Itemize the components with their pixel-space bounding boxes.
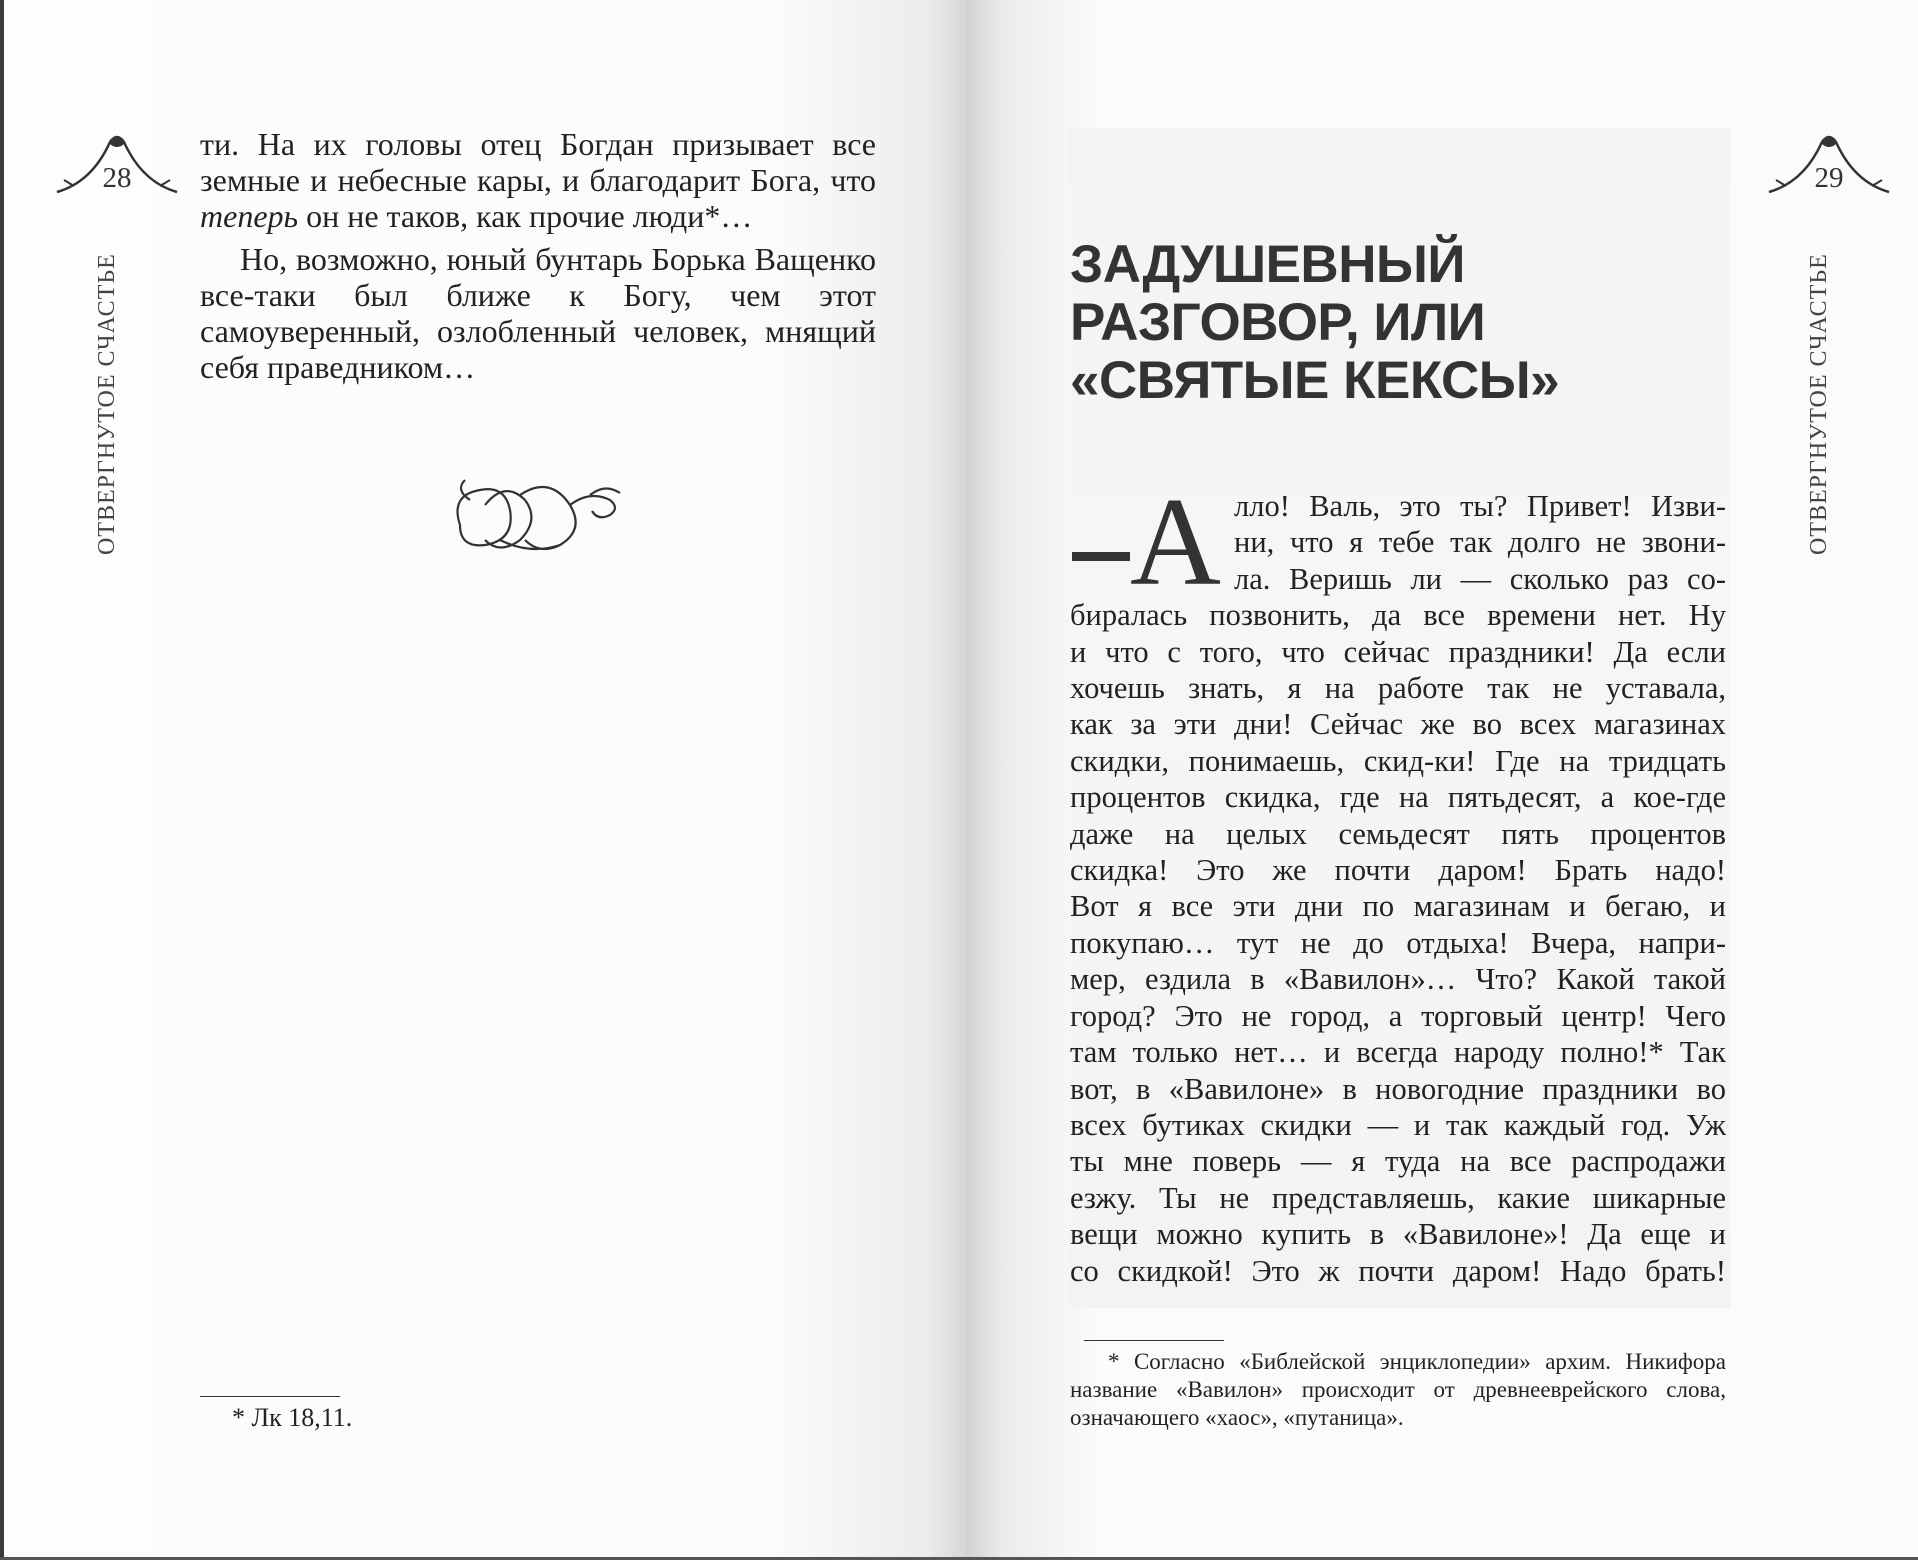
body-text: [1070, 473, 1726, 1289]
text-line: ни, что я тебе так долго не звони-: [1234, 525, 1726, 560]
text-line: как за эти дни! Сейчас же во всех магазинах: [1070, 707, 1726, 742]
text-line: хочешь знать, я на работе так не уставала,: [1070, 671, 1726, 706]
chapter-title-line: «СВЯТЫЕ КЕКСЫ»: [1070, 351, 1560, 410]
emphasis: теперь: [200, 198, 299, 235]
page-edge: [0, 0, 4, 1560]
text-line: ты мне поверь — я туда на все распродажи: [1070, 1144, 1726, 1179]
paragraph: Но, возможно, юный бунтарь Борька Ващенко все-таки был ближе к Богу, чем этот самоуверенный, озлобленный человек, мнящий себя праведником…: [200, 240, 876, 386]
footnote: * Согласно «Библейской энциклопедии» архим. Никифора название «Вавилон» происходит от древнееврейского слова, означающего «хаос», «путаница».: [1070, 1349, 1726, 1430]
running-head: ОТВЕРГНУТОЕ СЧАСТЬЕ: [94, 253, 120, 555]
paragraph: ти. На их головы отец Богдан призывает все земные и небесные кары, и благодарит Бога, что теперь он не таков, как прочие люди*…: [200, 126, 876, 235]
text-line: вот, в «Вавилоне» в новогодние праздники во: [1070, 1071, 1726, 1106]
footnote: * Лк 18,11.: [232, 1403, 353, 1432]
text-line: вещи можно купить в «Вавилоне»! Да еще и: [1070, 1217, 1726, 1252]
chapter-title: [1070, 236, 1559, 410]
page-number-ornament: [1764, 122, 1894, 202]
footnote-rule: [1084, 1340, 1224, 1341]
text-line: и что с того, что сейчас праздники! Да если: [1070, 634, 1726, 669]
page-number-ornament: [52, 122, 182, 202]
text-line: даже на целых семьдесят пять процентов: [1070, 816, 1726, 851]
text-line: всех бутиках скидки — и так каждый год. Уж: [1070, 1107, 1726, 1142]
text-line: со скидкой! Это ж почти даром! Надо брать!: [1070, 1253, 1726, 1288]
text-line: биралась позвонить, да все времени нет. Ну: [1070, 598, 1726, 633]
text-line: покупаю… тут не до отдыха! Вчера, напри-: [1070, 925, 1726, 960]
text-line: мер, ездила в «Вавилон»… Что? Какой такой: [1070, 962, 1726, 997]
text-line: скидка! Это же почти даром! Брать надо!: [1070, 853, 1726, 888]
text-line: процентов скидка, где на пятьдесят, а кое-где: [1070, 780, 1726, 815]
text-line: там только нет… и всегда народу полно!* Так: [1070, 1035, 1726, 1070]
fleuron-ornament-icon: [440, 465, 640, 570]
footnote-rule: [200, 1396, 340, 1397]
chapter-title-line: ЗАДУШЕВНЫЙ: [1070, 235, 1465, 294]
running-head: ОТВЕРГНУТОЕ СЧАСТЬЕ: [1806, 253, 1832, 555]
text-line: ла. Веришь ли — сколько раз со-: [1234, 561, 1726, 596]
text-line: скидки, понимаешь, скид-ки! Где на тридцать: [1070, 743, 1726, 778]
page-number: 28: [102, 162, 132, 194]
chapter-title-line: РАЗГОВОР, ИЛИ: [1070, 293, 1486, 352]
page-number: 29: [1814, 162, 1844, 194]
text-line: лло! Валь, это ты? Привет! Изви-: [1234, 489, 1726, 523]
body-text: [200, 126, 876, 385]
text-line: езжу. Ты не представляешь, какие шикарные: [1070, 1180, 1726, 1215]
right-page: [966, 0, 1918, 1560]
dropcap: А: [1130, 473, 1221, 612]
text-line: город? Это не город, а торговый центр! Чего: [1070, 998, 1726, 1033]
text-line: Вот я все эти дни по магазинам и бегаю, и: [1070, 889, 1726, 924]
